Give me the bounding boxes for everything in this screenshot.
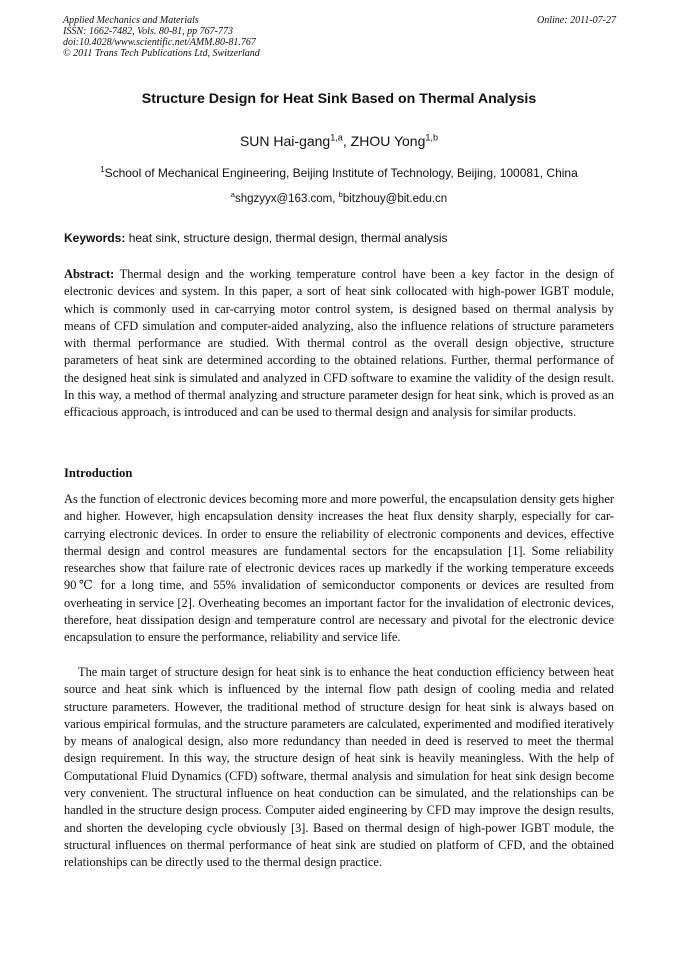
email-list [40, 190, 638, 205]
author-separator: , [342, 133, 351, 149]
author-name: ZHOU Yong [350, 133, 426, 149]
copyright-line: © 2011 Trans Tech Publications Ltd, Switzerland [63, 48, 260, 59]
paper-title: Structure Design for Heat Sink Based on Thermal Analysis [141, 91, 537, 107]
affiliation-text: School of Mechanical Engineering, Beijing Institute of Technology, Beijing, 100081, China [104, 166, 578, 180]
author-affiliation-mark: 1,b [425, 132, 439, 143]
journal-name: Applied Mechanics and Materials [63, 15, 199, 26]
keywords-label: Keywords: [64, 231, 126, 245]
online-date: Online: 2011-07-27 [537, 15, 616, 26]
affiliation-mark: 1 [100, 165, 105, 174]
email-address: shgzyyx@163.com [234, 193, 333, 205]
abstract-text: Thermal design and the working temperature control have been a key factor in the design of electronic devices and system. In this paper, a sort of heat sink collocated with high-power IGBT module, which is commonly used in car-carrying motor control system, is designed based on thermal analysis by means of CFD simulation and computer-aided analyzing, also the influence relations of structure parameters with thermal performance are studied. With thermal control as the overall design objective, structure parameters of heat sink are determined according to the obtained relations. Further, thermal performance of the designed heat sink is simulated and analyzed in CFD software to examine the validity of the design result. In this way, a method of thermal analyzing and structure parameter design for heat sink, which is proved as an efficacious approach, is introduced and can be used to thermal design and analysis for similar products. [64, 267, 614, 420]
section-heading-introduction: Introduction [64, 466, 133, 480]
body-paragraph: As the function of electronic devices becoming more and more powerful, the encapsulation density gets higher and higher. However, high encapsulation density increases the heat flux density sharply, especially for car-carrying electronic devices. In order to ensure the reliability of electronic components and devices, effective thermal design and control measures are fundamental sectors for the encapsulation [1]. Some reliability researches show that failure rate of electronic devices races up markedly if the working temperature exceeds 90℃ for a long time, and 55% invalidation of semiconductor components or devices are resulted from overheating in service [2]. Overheating becomes an important factor for the invalidation of electronic devices, therefore, heat dissipation design and temperature control are necessary and pivotal for the electronic device encapsulation to ensure the performance, reliability and service life. [64, 492, 614, 645]
email-address: bitzhouy@bit.edu.cn [342, 193, 448, 205]
email-separator: , [332, 193, 339, 205]
abstract-label: Abstract: [64, 267, 115, 281]
keywords [64, 231, 624, 245]
email-mark: a [230, 190, 235, 200]
doi-line: doi:10.4028/www.scientific.net/AMM.80-81.767 [63, 37, 256, 48]
keywords-text: heat sink, structure design, thermal design, thermal analysis [128, 231, 448, 245]
author-name: SUN Hai-gang [239, 133, 331, 149]
author-list [40, 133, 638, 149]
email-mark: b [338, 190, 343, 200]
body-paragraph: The main target of structure design for heat sink is to enhance the heat conduction efficiency between heat source and heat sink which is influenced by the internal flow path design of cooling media and related structure parameters. However, the traditional method of structure design for heat sink is always based on various empirical formulas, and the structure parameters are calculated, experimented and modified iteratively by means of analogical design, also more redundancy than needed in deed is reserved to meet the thermal design requirement. In this way, the structure design of heat sink is heavily meaningless. With the help of Computational Fluid Dynamics (CFD) software, thermal analysis and simulation for heat sink design become very convenient. The structural influence on heat conduction can be simulated, and the relationships can be handled in the structure design process. Computer aided engineering by CFD may improve the design results, and shorten the developing cycle obviously [3]. Based on thermal design of high-power IGBT module, the structural influences on thermal performance of heat sink are studied on platform of CFD, and the obtained relationships can be directly used to the thermal design practice. [64, 665, 614, 870]
journal-header [63, 15, 616, 59]
author-affiliation-mark: 1,a [330, 132, 343, 143]
affiliation [40, 166, 638, 180]
issn-line: ISSN: 1662-7482, Vols. 80-81, pp 767-773 [63, 26, 233, 37]
abstract [64, 266, 614, 422]
